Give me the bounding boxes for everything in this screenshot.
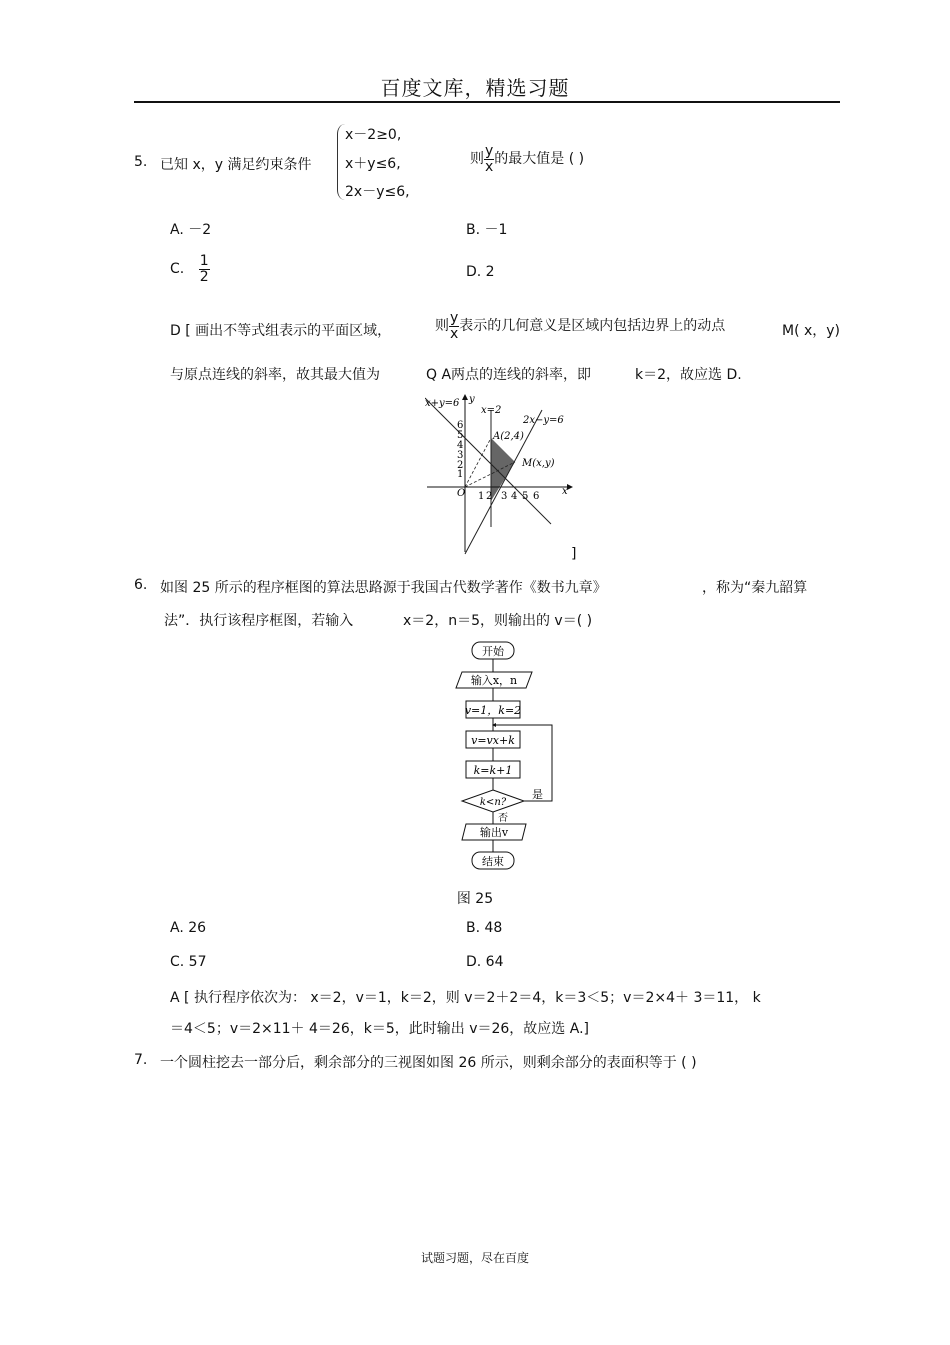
label-x-2: x=2 bbox=[481, 405, 502, 416]
page-footer: 试题习题，尽在百度 bbox=[420, 1251, 529, 1265]
x-axis-arrow bbox=[567, 484, 573, 490]
q6-answer-line1: A [ 执行程序依次为： x＝2，v＝1，k＝2，则 v＝2＋2＝4，k＝3＜5；v＝2×4＋ 3＝11， k bbox=[170, 990, 761, 1006]
x-tick-2: 2 bbox=[486, 491, 493, 502]
q5-answer-line1a: D [ 画出不等式组表示的平面区域， bbox=[170, 323, 392, 339]
label-y-axis: y bbox=[469, 394, 475, 405]
q5-stem-tail bbox=[470, 144, 584, 174]
update-v-label: v=vx+k bbox=[471, 734, 515, 747]
no-label: 否 bbox=[498, 813, 508, 824]
y-tick-3: 3 bbox=[457, 450, 464, 461]
label-2x-minus-y-6: 2x−y=6 bbox=[523, 415, 564, 426]
fraction-numerator: y bbox=[485, 143, 494, 159]
option-c-label: C. bbox=[170, 261, 185, 278]
y-tick-4: 4 bbox=[457, 440, 464, 451]
segment-oa bbox=[465, 438, 491, 487]
q5-ask: 的最大值是 ( ) bbox=[494, 151, 585, 168]
q6-option-d: D. 64 bbox=[466, 954, 504, 970]
x-tick-1: 1 bbox=[478, 491, 485, 502]
x-tick-6: 6 bbox=[533, 491, 540, 502]
y-tick-2: 2 bbox=[457, 460, 464, 471]
input-label: 输入x，n bbox=[470, 674, 518, 687]
feasible-region-graph bbox=[425, 392, 575, 557]
q6-option-c: C. 57 bbox=[170, 954, 207, 970]
y-tick-5: 5 bbox=[457, 430, 464, 441]
fraction-denominator: 2 bbox=[199, 268, 209, 285]
header-divider bbox=[134, 101, 840, 103]
fraction-denominator: x bbox=[450, 325, 459, 342]
label-point-m: M(x,y) bbox=[522, 458, 555, 469]
q5-answer-point: M( x，y) bbox=[782, 323, 841, 339]
q6-line1a: 如图 25 所示的程序框图的算法思路源于我国古代数学著作《数书九章》 bbox=[160, 580, 607, 596]
q5-answer-line1b bbox=[435, 311, 725, 341]
answer-meaning: 表示的几何意义是区域内包括边界上的动点 bbox=[459, 318, 726, 335]
update-k-label: k=k+1 bbox=[473, 764, 513, 777]
output-label: 输出v bbox=[479, 826, 509, 839]
constraint-3: 2x－y≤6, bbox=[345, 184, 410, 200]
q5-fraction bbox=[484, 144, 494, 174]
end-label: 结束 bbox=[482, 855, 504, 868]
constraint-2: x＋y≤6, bbox=[345, 156, 401, 172]
y-tick-6: 6 bbox=[457, 420, 464, 431]
q5-answer-close: ] bbox=[571, 546, 577, 562]
fraction-numerator: y bbox=[450, 310, 459, 326]
q6-line2b: x＝2，n＝5，则输出的 v＝( ) bbox=[403, 613, 593, 629]
q5-stem: 已知 x，y 满足约束条件 bbox=[160, 157, 312, 173]
x-tick-4: 4 bbox=[511, 491, 518, 502]
q7-number: 7. bbox=[134, 1052, 148, 1068]
q5-answer-line2b: Q A两点的连线的斜率，即 bbox=[426, 367, 592, 383]
q5-number: 5. bbox=[134, 154, 148, 170]
q6-number: 6. bbox=[134, 577, 148, 593]
flowchart bbox=[452, 640, 562, 872]
fraction-denominator: x bbox=[485, 158, 494, 175]
start-label: 开始 bbox=[482, 645, 504, 658]
condition-label: k<n? bbox=[479, 797, 507, 808]
q5-answer-line2a: 与原点连线的斜率，故其最大值为 bbox=[170, 367, 380, 383]
q6-answer-line2: ＝4＜5；v＝2×11＋ 4＝26，k＝5，此时输出 v＝26，故应选 A.] bbox=[170, 1021, 589, 1037]
x-tick-5: 5 bbox=[522, 491, 529, 502]
q6-option-a: A. 26 bbox=[170, 920, 207, 936]
q5-option-c bbox=[170, 254, 210, 284]
fraction-numerator: 1 bbox=[199, 253, 209, 269]
y-tick-1: 1 bbox=[457, 469, 464, 480]
q5-then: 则 bbox=[470, 151, 484, 168]
init-label: v=1，k=2 bbox=[464, 704, 522, 717]
q5-option-d: D. 2 bbox=[466, 264, 495, 280]
q5-option-a: A. －2 bbox=[170, 222, 212, 238]
q5-answer-line2c: k＝2，故应选 D. bbox=[635, 367, 742, 383]
q6-option-b: B. 48 bbox=[466, 920, 503, 936]
label-origin: O bbox=[457, 488, 466, 499]
q6-line1b: ，称为“秦九韶算 bbox=[702, 580, 808, 596]
constraint-1: x－2≥0, bbox=[345, 127, 402, 143]
label-x-plus-y-6: x+y=6 bbox=[425, 398, 460, 409]
q6-line2a: 法”．执行该程序框图，若输入 bbox=[164, 613, 354, 629]
q7-stem: 一个圆柱挖去一部分后，剩余部分的三视图如图 26 所示，则剩余部分的表面积等于 ( ) bbox=[160, 1055, 697, 1071]
option-c-fraction bbox=[199, 254, 210, 284]
yes-label: 是 bbox=[532, 788, 543, 801]
answer-fraction bbox=[449, 311, 459, 341]
y-axis-arrow bbox=[462, 394, 468, 400]
page-title: 百度文库，精选习题 bbox=[380, 76, 570, 100]
label-x-axis: x bbox=[562, 486, 568, 497]
label-point-a: A(2,4) bbox=[493, 431, 524, 442]
figure-caption: 图 25 bbox=[456, 891, 494, 907]
x-tick-3: 3 bbox=[501, 491, 508, 502]
answer-then: 则 bbox=[435, 318, 449, 335]
q5-option-b: B. －1 bbox=[466, 222, 508, 238]
